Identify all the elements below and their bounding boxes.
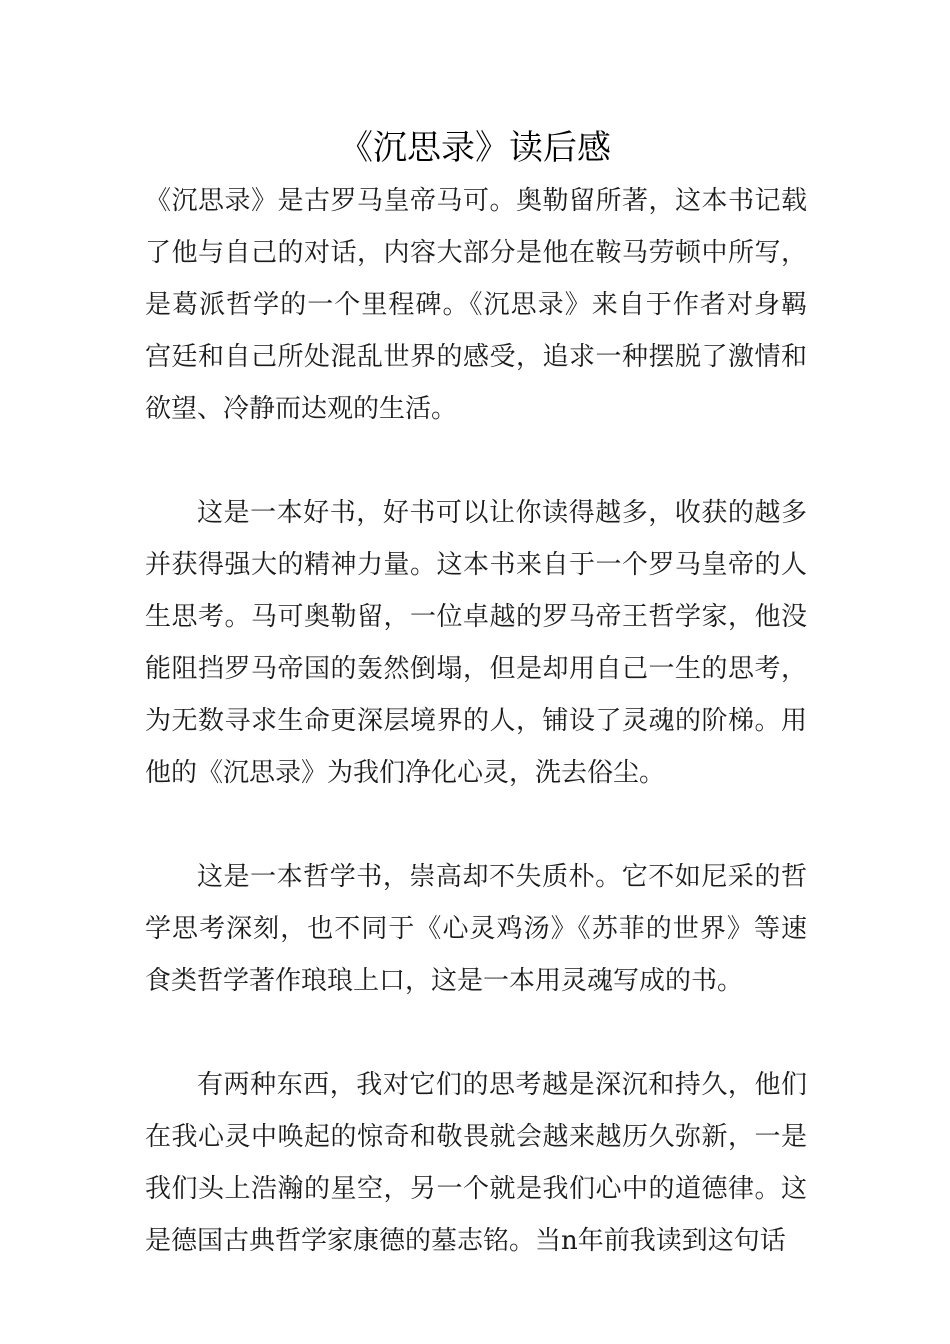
paragraph-intro: 《沉思录》是古罗马皇帝马可。奥勒留所著，这本书记载了他与自己的对话，内容大部分是他在鞍马劳顿中所写，是葛派哲学的一个里程碑。《沉思录》来自于作者对身羁宫廷和自己所处混乱世界的感受，追求一种摆脱了激情和欲望、冷静而达观的生活。 <box>145 186 807 424</box>
paragraph-philosophy-book: 这是一本哲学书，崇高却不失质朴。它不如尼采的哲学思考深刻，也不同于《心灵鸡汤》《苏菲的世界》等速食类哲学著作琅琅上口，这是一本用灵魂写成的书。 <box>145 862 807 996</box>
paragraph-spacer <box>145 1007 807 1059</box>
document-body <box>145 175 807 1267</box>
paragraph-good-book: 这是一本好书，好书可以让你读得越多，收获的越多并获得强大的精神力量。这本书来自于一个罗马皇帝的人生思考。马可奥勒留，一位卓越的罗马帝王哲学家，他没能阻挡罗马帝国的轰然倒塌，但是却用自己一生的思考，为无数寻求生命更深层境界的人，铺设了灵魂的阶梯。用他的《沉思录》为我们净化心灵，洗去俗尘。 <box>145 498 807 788</box>
paragraph-kant-quote: 有两种东西，我对它们的思考越是深沉和持久，他们在我心灵中唤起的惊奇和敬畏就会越来越历久弥新，一是我们头上浩瀚的星空，另一个就是我们心中的道德律。这是德国古典哲学家康德的墓志铭。当n年前我读到这句话 <box>145 1070 807 1256</box>
document-title: 《沉思录》读后感 <box>339 128 611 168</box>
paragraph-spacer <box>145 435 807 487</box>
paragraph-spacer <box>145 799 807 851</box>
